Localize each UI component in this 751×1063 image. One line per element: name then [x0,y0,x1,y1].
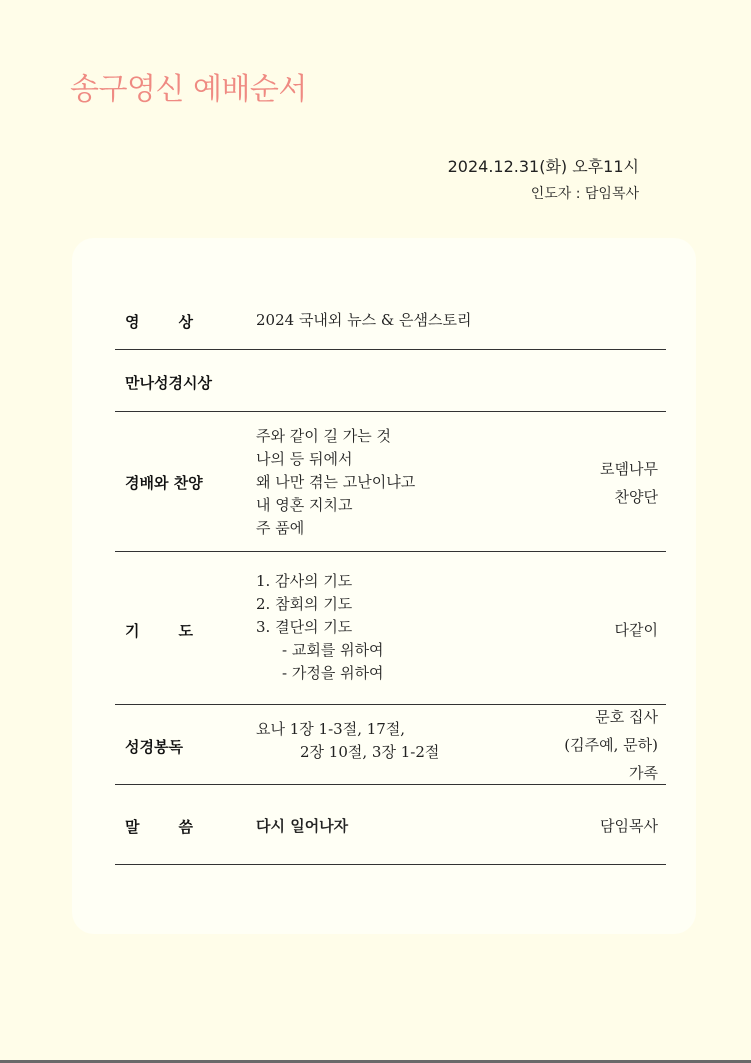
scripture-passage [256,718,439,764]
row-video-content: 2024 국내외 뉴스 & 은샘스토리 [256,311,472,329]
passage-line: 요나 1장 1-3절, 17절, [256,720,406,738]
row-scripture [115,705,666,785]
row-worship [115,412,666,552]
label-char: 씀 [178,818,193,836]
label-char: 영 [125,313,140,331]
prayer-item: 2. 참회의 기도 [256,595,353,613]
worship-song-list [256,425,415,540]
row-bible-quiz-label: 만나성경시상 [125,374,212,392]
song-item: 왜 나만 겪는 고난이냐고 [256,473,416,491]
worship-leader [600,455,658,511]
row-worship-label: 경배와 찬양 [125,474,203,492]
label-char: 기 [125,622,140,640]
worship-leader-line: 로뎀나무 [600,460,658,478]
service-datetime: 2024.12.31(화) 오후11시 [447,157,639,176]
prayer-subitem: - 가정을 위하여 [282,664,384,682]
service-leader: 인도자 : 담임목사 [530,186,639,202]
sermon-preacher: 담임목사 [600,817,658,835]
reader-line: 가족 [629,764,658,782]
row-bible-quiz [115,350,666,412]
label-char: 상 [178,313,193,331]
song-item: 내 영혼 지치고 [256,496,353,514]
song-item: 주 품에 [256,519,305,537]
row-prayer [115,552,666,705]
prayer-item: 3. 결단의 기도 [256,618,353,636]
row-prayer-label [125,620,193,641]
row-video-label [125,311,193,332]
row-video [115,290,666,350]
reader-line: 문호 집사 [595,708,658,726]
page-title: 송구영신 예배순서 [70,72,307,107]
prayer-item: 1. 감사의 기도 [256,572,353,590]
row-sermon [115,785,666,865]
song-item: 나의 등 뒤에서 [256,450,353,468]
label-char: 말 [125,818,140,836]
row-scripture-label: 성경봉독 [125,738,183,756]
prayer-list [256,570,384,685]
passage-line: 2장 10절, 3장 1-2절 [300,743,440,761]
sermon-title: 다시 일어나자 [256,817,349,835]
prayer-leader: 다같이 [614,621,658,639]
reader-line: (김주예, 문하) [564,736,658,754]
song-item: 주와 같이 길 가는 것 [256,427,391,445]
row-sermon-label [125,816,193,837]
scripture-reader [564,703,658,787]
prayer-subitem: - 교회를 위하여 [282,641,384,659]
worship-leader-line: 찬양단 [614,488,658,506]
label-char: 도 [178,622,193,640]
